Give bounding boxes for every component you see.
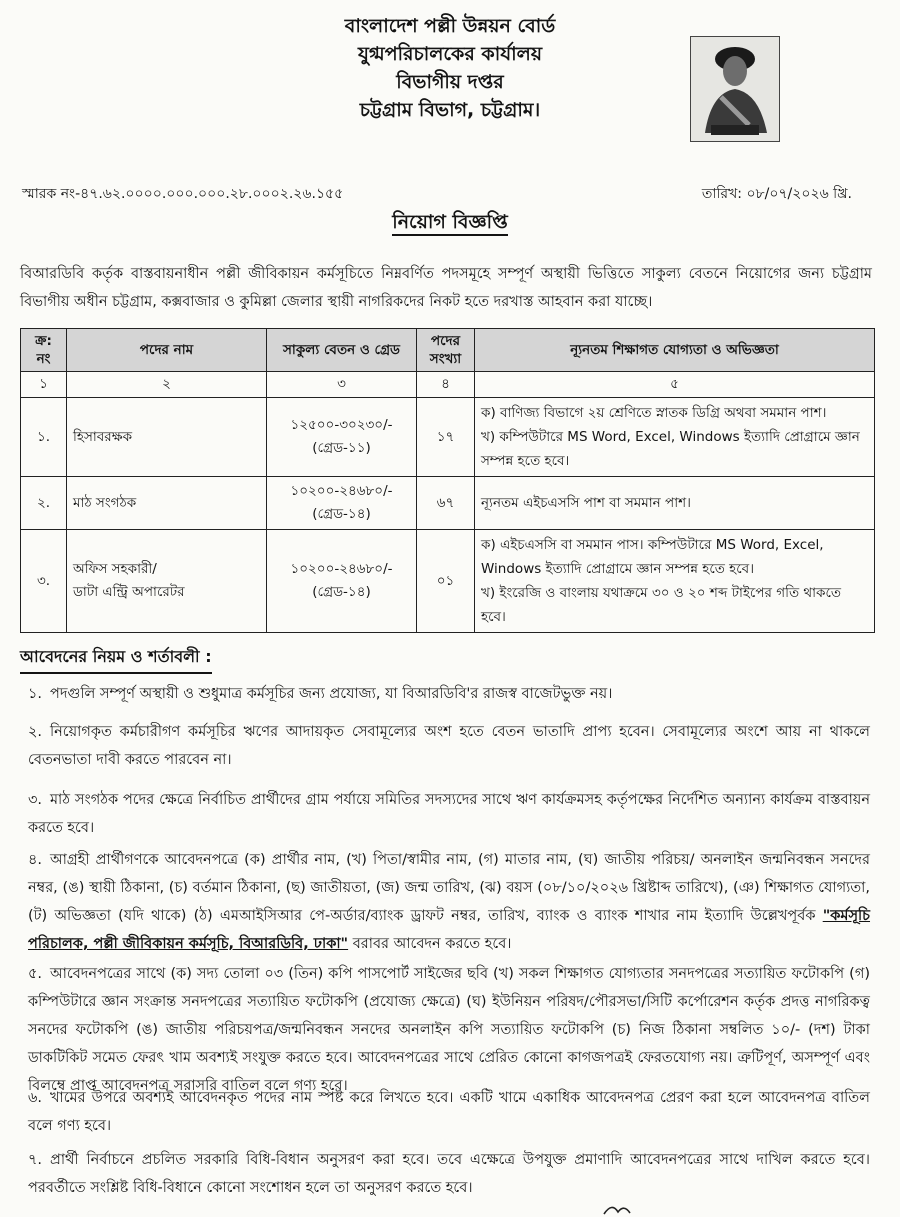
rule-item	[28, 1084, 870, 1140]
col-number: ১	[21, 372, 67, 398]
posts-table	[20, 328, 875, 633]
rule-text: প্রার্থী নির্বাচনে প্রচলিত সরকারি বিধি-বিধান অনুসরণ করা হবে। তবে এক্ষেত্রে উপযুক্ত প্রমাণাদি আবেদনপত্রের সাথে দাখিল করতে হবে। পরবর্তীতে সংশ্লিষ্ট বিধি-বিধানে কোনো সংশোধন হলে তা অনুসরণ করতে হবে।	[28, 1152, 870, 1196]
post-name: হিসাবরক্ষক	[73, 428, 133, 445]
rule-number: ৫.	[28, 966, 43, 982]
table-row	[21, 477, 875, 530]
qualification-line: খ) কম্পিউটারে MS Word, Excel, Windows ইত্যাদি প্রোগ্রামে জ্ঞান সম্পন্ন হতে হবে।	[481, 429, 860, 469]
cell-count: ১৭	[417, 398, 475, 477]
header-dept: বিভাগীয় দপ্তর	[396, 71, 504, 93]
pay-scale: ১২৫০০-৩০২৩০/-	[290, 417, 393, 433]
rule-item	[28, 680, 870, 708]
cell-qualification	[475, 530, 875, 633]
header-office: যুগ্মপরিচালকের কার্যালয়	[357, 43, 543, 65]
post-name: অফিস সহকারী/	[73, 561, 157, 577]
rule-text: আগ্রহী প্রার্থীগণকে আবেদনপত্রে (ক) প্রার্থীর নাম, (খ) পিতা/স্বামীর নাম, (গ) মাতার নাম, (ঘ) জাতীয় পরিচয়/ অনলাইন জন্মনিবন্ধন সনদের নম্বর, (ঙ) স্থায়ী ঠিকানা, (চ) বর্তমান ঠিকানা, (ছ) জাতীয়তা, (জ) জন্ম তারিখ, (ঝ) বয়স (০৮/১০/২০২৬ খ্রিষ্টাব্দ তারিখে), (ঞ) শিক্ষাগত যোগ্যতা, (ট) অভিজ্ঞতা (যদি থাকে) (ঠ) এমআইসিআর পে-অর্ডার/ব্যাংক ড্রাফট নম্বর, তারিখ, ব্যাংক ও ব্যাংক শাখার নাম ইত্যাদি উল্লেখপূর্বক	[28, 852, 870, 924]
notice-title-text: নিয়োগ বিজ্ঞপ্তি	[392, 211, 507, 236]
cell-serial: ১.	[21, 398, 67, 477]
cell-count: ০১	[417, 530, 475, 633]
post-name: মাঠ সংগঠক	[73, 494, 137, 511]
header-location: চট্টগ্রাম বিভাগ, চট্টগ্রাম।	[359, 99, 541, 121]
cell-serial: ২.	[21, 477, 67, 530]
column-number-row	[21, 372, 875, 398]
pay-scale: ১০২০০-২৪৬৮০/-	[290, 561, 393, 577]
table-row	[21, 530, 875, 633]
rule-item	[28, 846, 870, 958]
rule-item	[28, 960, 870, 1100]
rule-number: ৪.	[28, 852, 43, 868]
signature-mark-icon	[600, 1200, 660, 1217]
rule-item	[28, 786, 870, 842]
col-number: ৪	[417, 372, 475, 398]
qualification-line: ক) বাণিজ্য বিভাগে ২য় শ্রেণিতে স্নাতক ডিগ্রি অথবা সমমান পাশ।	[481, 405, 827, 421]
rule-number: ৬.	[28, 1090, 43, 1106]
col-number: ২	[67, 372, 267, 398]
rule-text: আবেদনপত্রের সাথে (ক) সদ্য তোলা ০৩ (তিন) কপি পাসপোর্ট সাইজের ছবি (খ) সকল শিক্ষাগত যোগ্যতার সনদপত্রের সত্যায়িত ফটোকপি (গ) কম্পিউটারে জ্ঞান সংক্রান্ত সনদপত্রের সত্যায়িত ফটোকপি (প্রযোজ্য ক্ষেত্রে) (ঘ) ইউনিয়ন পরিষদ/পৌরসভা/সিটি কর্পোরেশন কর্তৃক প্রদত্ত নাগরিকত্ব সনদের ফটোকপি (ঙ) জাতীয় পরিচয়পত্র/জন্মনিবন্ধন সনদের অনলাইন কপি সত্যায়িত ফটোকপি (চ) নিজ ঠিকানা সম্বলিত ১০/- (দশ) টাকা ডাকটিকিট সমেত ফেরৎ খাম অবশ্যই সংযুক্ত করতে হবে। আবেদনপত্রের সাথে প্রেরিত কোনো কাগজপত্রই ফেরতযোগ্য নয়। ত্রুটিপূর্ণ, অসম্পূর্ণ এবং বিলম্বে প্রাপ্ত আবেদনপত্র সরাসরি বাতিল বলে গণ্য হবে।	[28, 966, 870, 1094]
pay-scale: ১০২০০-২৪৬৮০/-	[290, 483, 393, 499]
post-name-line2: ডাটা এন্ট্রি অপারেটর	[73, 584, 185, 600]
rule-addressee: "কর্মসূচি পরিচালক, পল্লী জীবিকায়ন কর্মসূচি, বিআরডিবি, ঢাকা"	[28, 908, 871, 952]
cell-post	[67, 530, 267, 633]
qualification-line: ন্যূনতম এইচএসসি পাশ বা সমমান পাশ।	[481, 495, 691, 511]
col-header-qualification: ন্যূনতম শিক্ষাগত যোগ্যতা ও অভিজ্ঞতা	[475, 329, 875, 372]
rule-text: মাঠ সংগঠক পদের ক্ষেত্রে নির্বাচিত প্রার্থীদের গ্রাম পর্যায়ে সমিতির সদস্যদের সাথে ঋণ কার্যক্রমসহ কর্তৃপক্ষের নির্দেশিত অন্যান্য কার্যক্রম বাস্তবায়ন করতে হবে।	[28, 792, 870, 836]
cell-qualification	[475, 398, 875, 477]
cell-post	[67, 398, 267, 477]
cell-pay	[267, 477, 417, 530]
col-header-pay: সাকুল্য বেতন ও গ্রেড	[267, 329, 417, 372]
qualification-line: খ) ইংরেজি ও বাংলায় যথাক্রমে ৩০ ও ২০ শব্দ টাইপের গতি থাকতে হবে।	[481, 585, 842, 625]
col-header-count: পদের সংখ্যা	[417, 329, 475, 372]
cell-count: ৬৭	[417, 477, 475, 530]
rule-text: নিয়োগকৃত কর্মচারীগণ কর্মসূচির ঋণের আদায়কৃত সেবামূল্যের অংশ হতে বেতন ভাতাদি প্রাপ্য হবেন। সেবামূল্যের অংশে আয় না থাকলে বেতনভাতা দাবী করতে পারবেন না।	[28, 724, 870, 768]
cell-serial: ৩.	[21, 530, 67, 633]
rule-item	[28, 1146, 870, 1202]
rule-number: ৩.	[28, 792, 43, 808]
rule-text: খামের উপরে অবশ্যই আবেদনকৃত পদের নাম স্পষ্ট করে লিখতে হবে। একটি খামে একাধিক আবেদনপত্র প্রেরণ করা হলে আবেদনপত্র বাতিল বলে গণ্য হবে।	[28, 1090, 870, 1134]
rule-item	[28, 718, 870, 774]
qualification-line: ক) এইচএসসি বা সমমান পাস। কম্পিউটারে MS Word, Excel, Windows ইত্যাদি প্রোগ্রামে জ্ঞান সম্পন্ন হতে হবে।	[481, 537, 824, 577]
col-number: ৫	[475, 372, 875, 398]
pay-grade: (গ্রেড-১৪)	[312, 506, 371, 522]
portrait-icon	[691, 37, 779, 141]
intro-paragraph: বিআরডিবি কর্তৃক বাস্তবায়নাধীন পল্লী জীবিকায়ন কর্মসূচিতে নিম্নবর্ণিত পদসমূহে সম্পূর্ণ অস্থায়ী ভিত্তিতে সাকুল্য বেতনে নিয়োগের জন্য চট্টগ্রাম বিভাগীয় অধীন চট্টগ্রাম, কক্সবাজার ও কুমিল্লা জেলার স্থায়ী নাগরিকদের নিকট হতে দরখাস্ত আহবান করা যাচ্ছে।	[20, 266, 872, 310]
rule-text-tail: বরাবর আবেদন করতে হবে।	[352, 936, 512, 952]
rules-heading: আবেদনের নিয়ম ও শর্তাবলী :	[20, 644, 212, 674]
table-header-row	[21, 329, 875, 372]
header-org: বাংলাদেশ পল্লী উন্নয়ন বোর্ড	[344, 15, 556, 37]
cell-pay	[267, 530, 417, 633]
rule-text: পদগুলি সম্পূর্ণ অস্থায়ী ও শুধুমাত্র কর্মসূচির জন্য প্রযোজ্য, যা বিআরডিবি'র রাজস্ব বাজেটভুক্ত নয়।	[50, 686, 613, 702]
rule-number: ১.	[28, 686, 43, 702]
col-header-serial: ক্র: নং	[21, 329, 67, 372]
pay-grade: (গ্রেড-১১)	[312, 440, 371, 456]
notice-date: তারিখ: ০৮/০৭/২০২৬ খ্রি.	[701, 186, 852, 202]
cell-qualification	[475, 477, 875, 530]
notice-title	[0, 208, 900, 240]
pay-grade: (গ্রেড-১৪)	[312, 584, 371, 600]
col-header-post: পদের নাম	[67, 329, 267, 372]
memo-number: স্মারক নং-৪৭.৬২.০০০০.০০০.০০০.২৮.০০০২.২৬.১৫৫	[22, 186, 344, 202]
cell-pay	[267, 398, 417, 477]
cell-post	[67, 477, 267, 530]
col-number: ৩	[267, 372, 417, 398]
table-row	[21, 398, 875, 477]
portrait-image	[690, 36, 780, 142]
rule-number: ৭.	[28, 1152, 43, 1168]
rule-number: ২.	[28, 724, 43, 740]
